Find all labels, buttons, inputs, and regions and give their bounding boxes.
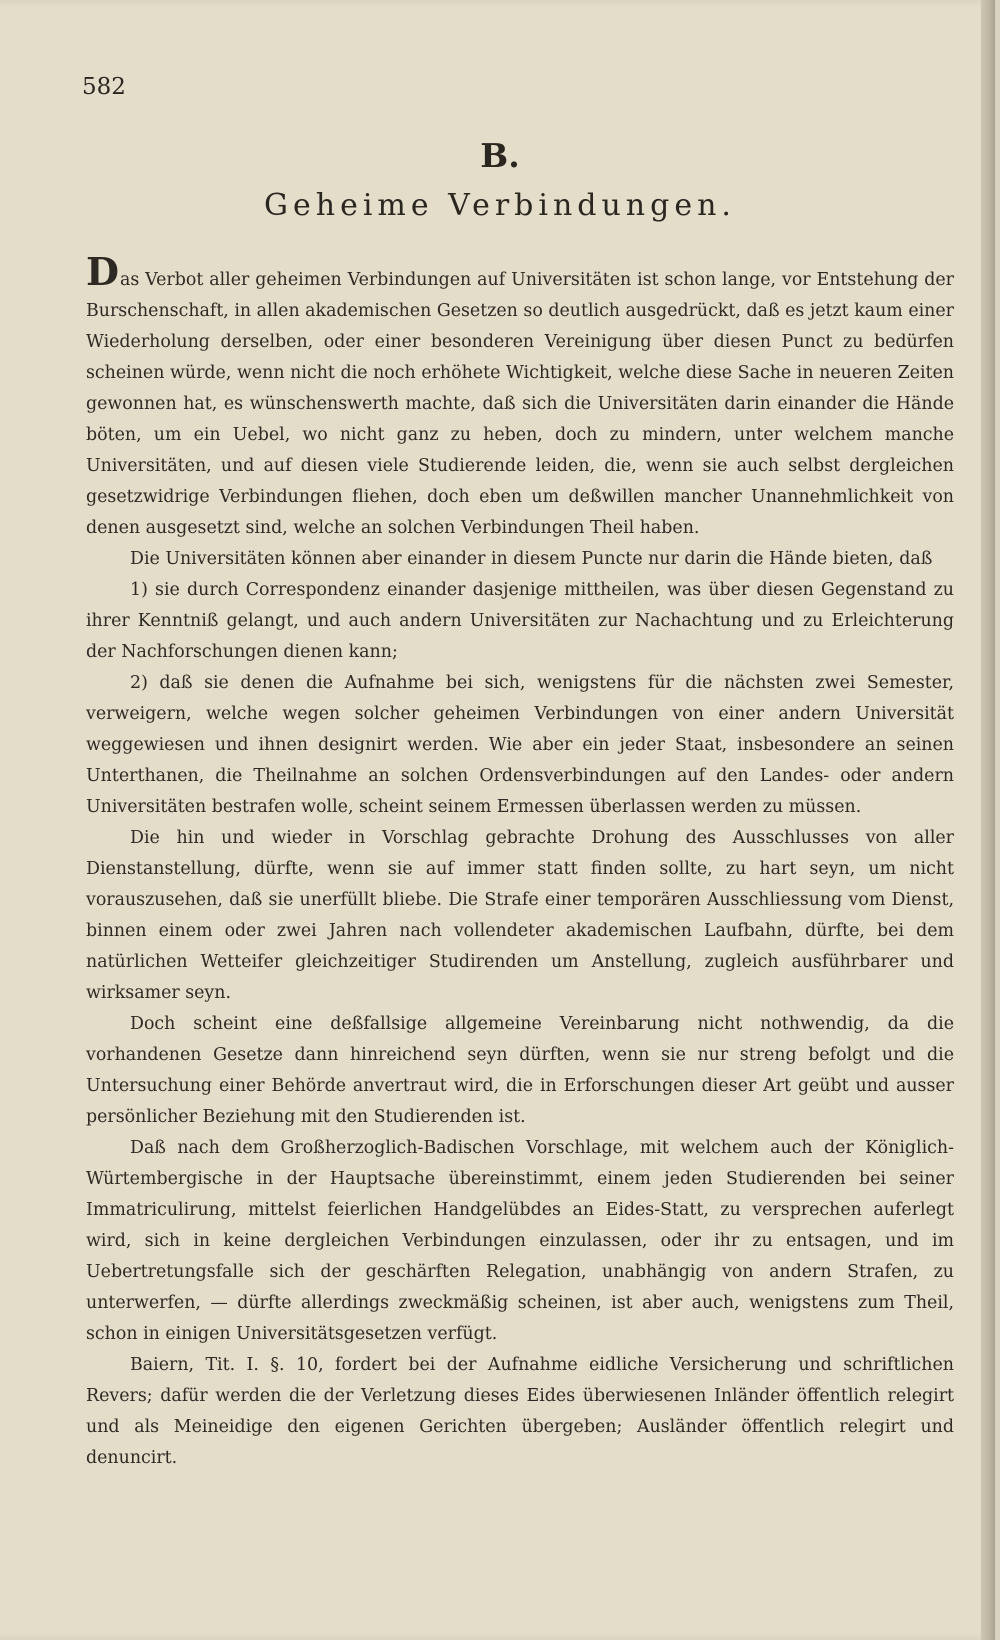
drop-cap: D [86, 249, 119, 294]
paragraph: Die Universitäten können aber einander in diesem Puncte nur darin die Hände bieten, daß [130, 549, 933, 569]
section-title: Geheime Verbindungen. [264, 188, 736, 223]
list-item: 2) daß sie denen die Aufnahme bei sich, wenigstens für die nächsten zwei Semester, verweigern, welche wegen solcher geheimen Verbindungen von einer andern Universität weggewiesen und ihnen designirt werden. Wie aber ein jeder Staat, insbesondere an seinen Unterthanen, die Theilnahme an solchen Ordensverbindungen auf den Landes- oder andern Universitäten bestrafen wolle, scheint seinem Ermessen überlassen werden zu müssen. [86, 673, 954, 817]
page-number: 582 [82, 74, 126, 100]
body-text [86, 249, 954, 1474]
list-item: 1) sie durch Correspondenz einander dasjenige mittheilen, was über diesen Gegenstand zu ihrer Kenntniß gelangt, und auch andern Universitäten zur Nachachtung und zu Erleichterung der Nachforschungen dienen kann; [86, 580, 954, 662]
paragraph: Baiern, Tit. I. §. 10, fordert bei der Aufnahme eidliche Versicherung und schriftlichen Revers; dafür werden die der Verletzung dieses Eides überwiesenen Inländer öffentlich relegirt und als Meineidige den eigenen Gerichten übergeben; Ausländer öffentlich relegirt und denuncirt. [86, 1355, 954, 1468]
section-letter: B. [480, 136, 520, 175]
page-edge [981, 0, 995, 1640]
paragraph: Die hin und wieder in Vorschlag gebrachte Drohung des Ausschlusses von aller Dienstanstellung, dürfte, wenn sie auf immer statt finden sollte, zu hart seyn, um nicht vorauszusehen, daß sie unerfüllt bliebe. Die Strafe einer temporären Ausschliessung vom Dienst, binnen einem oder zwei Jahren nach vollendeter akademischen Laufbahn, dürfte, bei dem natürlichen Wetteifer gleichzeitiger Studirenden um Anstellung, zugleich ausführbarer und wirksamer seyn. [86, 828, 954, 1003]
paragraph: Daß nach dem Großherzoglich-Badischen Vorschlage, mit welchem auch der Königlich-Würtembergische in der Hauptsache übereinstimmt, einem jeden Studierenden bei seiner Immatriculirung, mittelst feierlichen Handgelübdes an Eides-Statt, zu versprechen auferlegt wird, sich in keine dergleichen Verbindungen einzulassen, oder ihr zu entsagen, und im Uebertretungsfalle sich der geschärften Relegation, unabhängig von andern Strafen, zu unterwerfen, — dürfte allerdings zweckmäßig scheinen, ist aber auch, wenigstens zum Theil, schon in einigen Universitätsgesetzen verfügt. [86, 1138, 954, 1344]
paragraph: Doch scheint eine deßfallsige allgemeine Vereinbarung nicht nothwendig, da die vorhandenen Gesetze dann hinreichend seyn dürften, wenn sie nur streng befolgt und die Untersuchung einer Behörde anvertraut wird, die in Erforschungen dieser Art geübt und ausser persönlicher Beziehung mit den Studierenden ist. [86, 1014, 954, 1127]
paragraph [86, 249, 954, 544]
paragraph-text: as Verbot aller geheimen Verbindungen auf Universitäten ist schon lange, vor Entstehung der Burschenschaft, in allen akademischen Gesetzen so deutlich ausgedrückt, daß es jetzt kaum einer Wiederholung derselben, oder einer besonderen Vereinigung über diesen Punct zu bedürfen scheinen würde, wenn nicht die noch erhöhete Wichtigkeit, welche diese Sache in neueren Zeiten gewonnen hat, es wünschenswerth machte, daß sich die Universitäten darin einander die Hände böten, um ein Uebel, wo nicht ganz zu heben, doch zu mindern, unter welchem manche Universitäten, und auf diesen viele Studierende leiden, die, wenn sie auch selbst dergleichen gesetzwidrige Verbindungen fliehen, doch eben um deßwillen mancher Unannehmlichkeit von denen ausgesetzt sind, welche an solchen Verbindungen Theil haben. [86, 270, 954, 538]
